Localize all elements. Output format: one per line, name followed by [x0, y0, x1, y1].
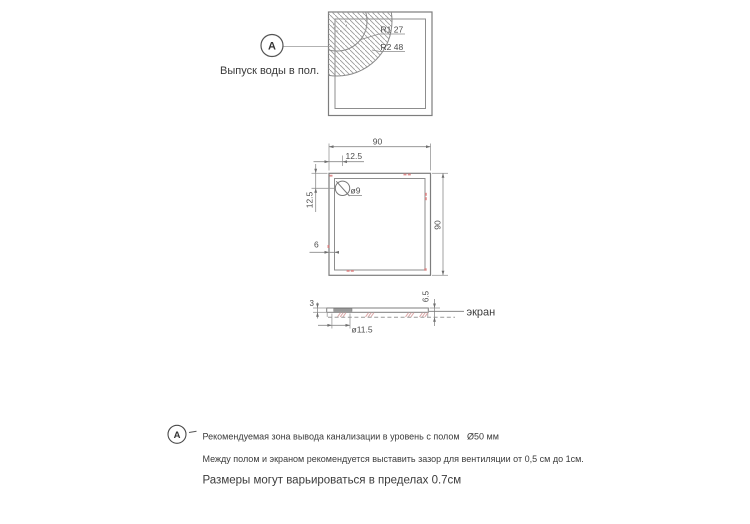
plan-offset-x-label: 12.5	[345, 151, 363, 161]
side-rib-marks	[338, 313, 428, 317]
radius2-label: R2 48	[380, 42, 404, 52]
plan-drain-diameter-label: ø9	[350, 185, 361, 196]
side-view	[310, 290, 496, 334]
side-height-label: 6.5	[421, 290, 431, 303]
detail-view	[220, 0, 432, 116]
plan-view	[305, 137, 449, 276]
side-drain-segment	[334, 308, 352, 311]
side-rim-label: 3	[309, 299, 314, 308]
plan-width-label: 90	[372, 136, 383, 147]
plan-height-label: 90	[432, 220, 443, 230]
dim-drain-11-5	[318, 314, 373, 335]
dim-rim-3	[310, 299, 327, 319]
note-line-1: Рекомендуемая зона вывода канализации в уровень с полом Ø50 мм	[202, 431, 499, 442]
side-drain-diameter-label: ø11.5	[351, 324, 373, 335]
radius1-label: R1 27	[380, 24, 404, 35]
detail-marker-letter: A	[268, 40, 276, 53]
dim-width-90	[329, 137, 431, 171]
plan-wall-label: 6	[314, 239, 319, 250]
dim-height-90	[432, 173, 448, 275]
note-marker-letter: A	[173, 429, 181, 441]
plan-offset-y-label: 12.5	[304, 191, 315, 209]
notes-block	[168, 425, 584, 486]
dim-offset-x	[314, 151, 365, 166]
screen-label: экран	[466, 306, 496, 319]
note-line-2: Между полом и экраном рекомендуется выставить зазор для вентиляции от 0,5 см до 1см.	[202, 453, 584, 464]
note-line-3: Размеры могут варьироваться в пределах 0.7см	[202, 474, 462, 487]
drain-callout-label: Выпуск воды в пол.	[220, 65, 320, 77]
note-marker-dash	[189, 431, 197, 432]
